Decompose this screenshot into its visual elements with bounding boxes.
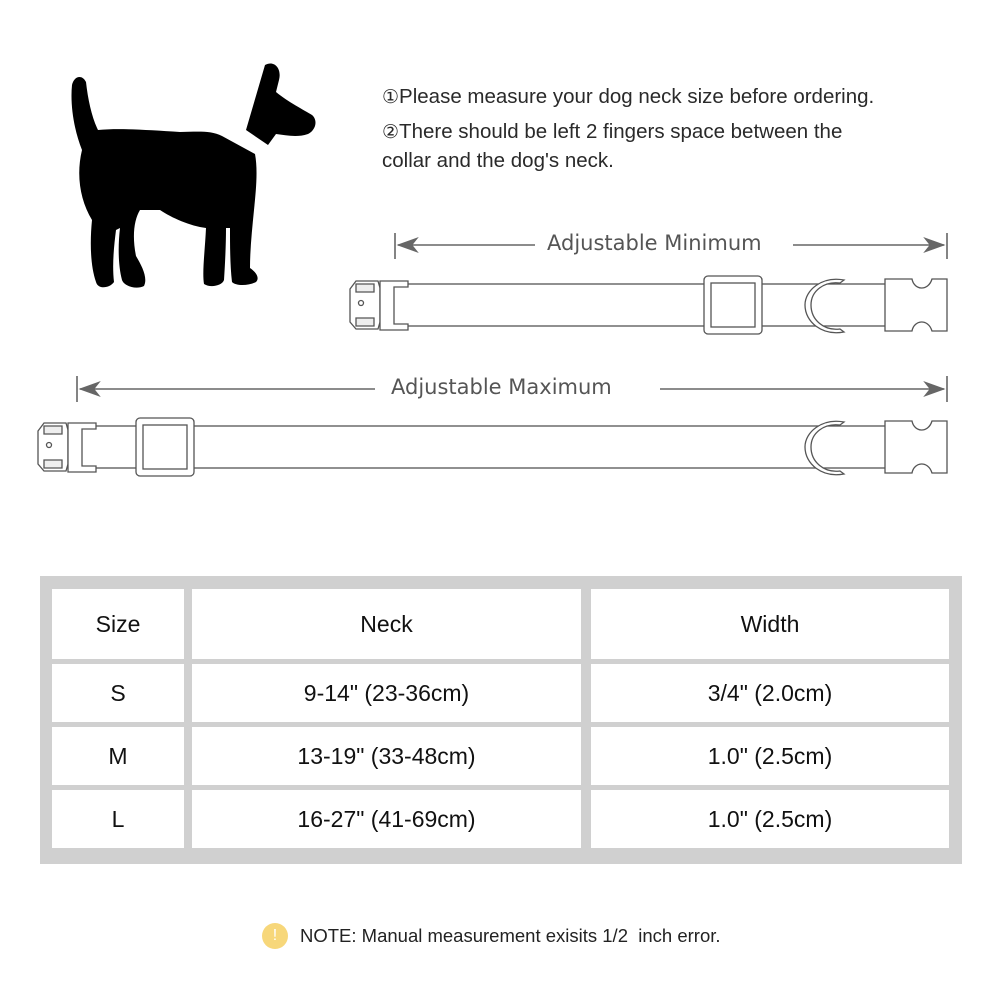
header-neck: Neck	[192, 589, 581, 659]
instruction-text: collar and the dog's neck.	[382, 149, 614, 172]
step-number: ②	[382, 122, 400, 143]
collar-minimum	[350, 276, 947, 334]
cell-neck: 9-14" (23-36cm)	[192, 664, 581, 722]
cell-size: S	[52, 664, 184, 722]
instruction-text: There should be left 2 fingers space between the	[399, 120, 843, 143]
header-size: Size	[52, 589, 184, 659]
table-row	[52, 664, 949, 722]
step-number: ①	[382, 87, 400, 108]
header-width: Width	[591, 589, 949, 659]
measurement-note	[262, 923, 721, 949]
cell-neck: 16-27" (41-69cm)	[192, 790, 581, 848]
table-row	[52, 727, 949, 785]
exclamation-icon: !	[262, 923, 288, 949]
cell-width: 1.0" (2.5cm)	[591, 727, 949, 785]
cell-width: 1.0" (2.5cm)	[591, 790, 949, 848]
cell-size: M	[52, 727, 184, 785]
adjustable-minimum-label: Adjustable Minimum	[535, 231, 774, 255]
cell-width: 3/4" (2.0cm)	[591, 664, 949, 722]
collar-maximum	[38, 418, 947, 476]
instruction-text: Please measure your dog neck size before ordering.	[399, 85, 875, 108]
cell-size: L	[52, 790, 184, 848]
table-row	[52, 790, 949, 848]
size-table	[52, 589, 949, 848]
adjustable-maximum-label: Adjustable Maximum	[379, 375, 624, 399]
size-chart-table	[40, 576, 962, 864]
note-text: NOTE: Manual measurement exisits 1/2 inch error.	[300, 925, 721, 946]
table-header-row	[52, 589, 949, 659]
cell-neck: 13-19" (33-48cm)	[192, 727, 581, 785]
